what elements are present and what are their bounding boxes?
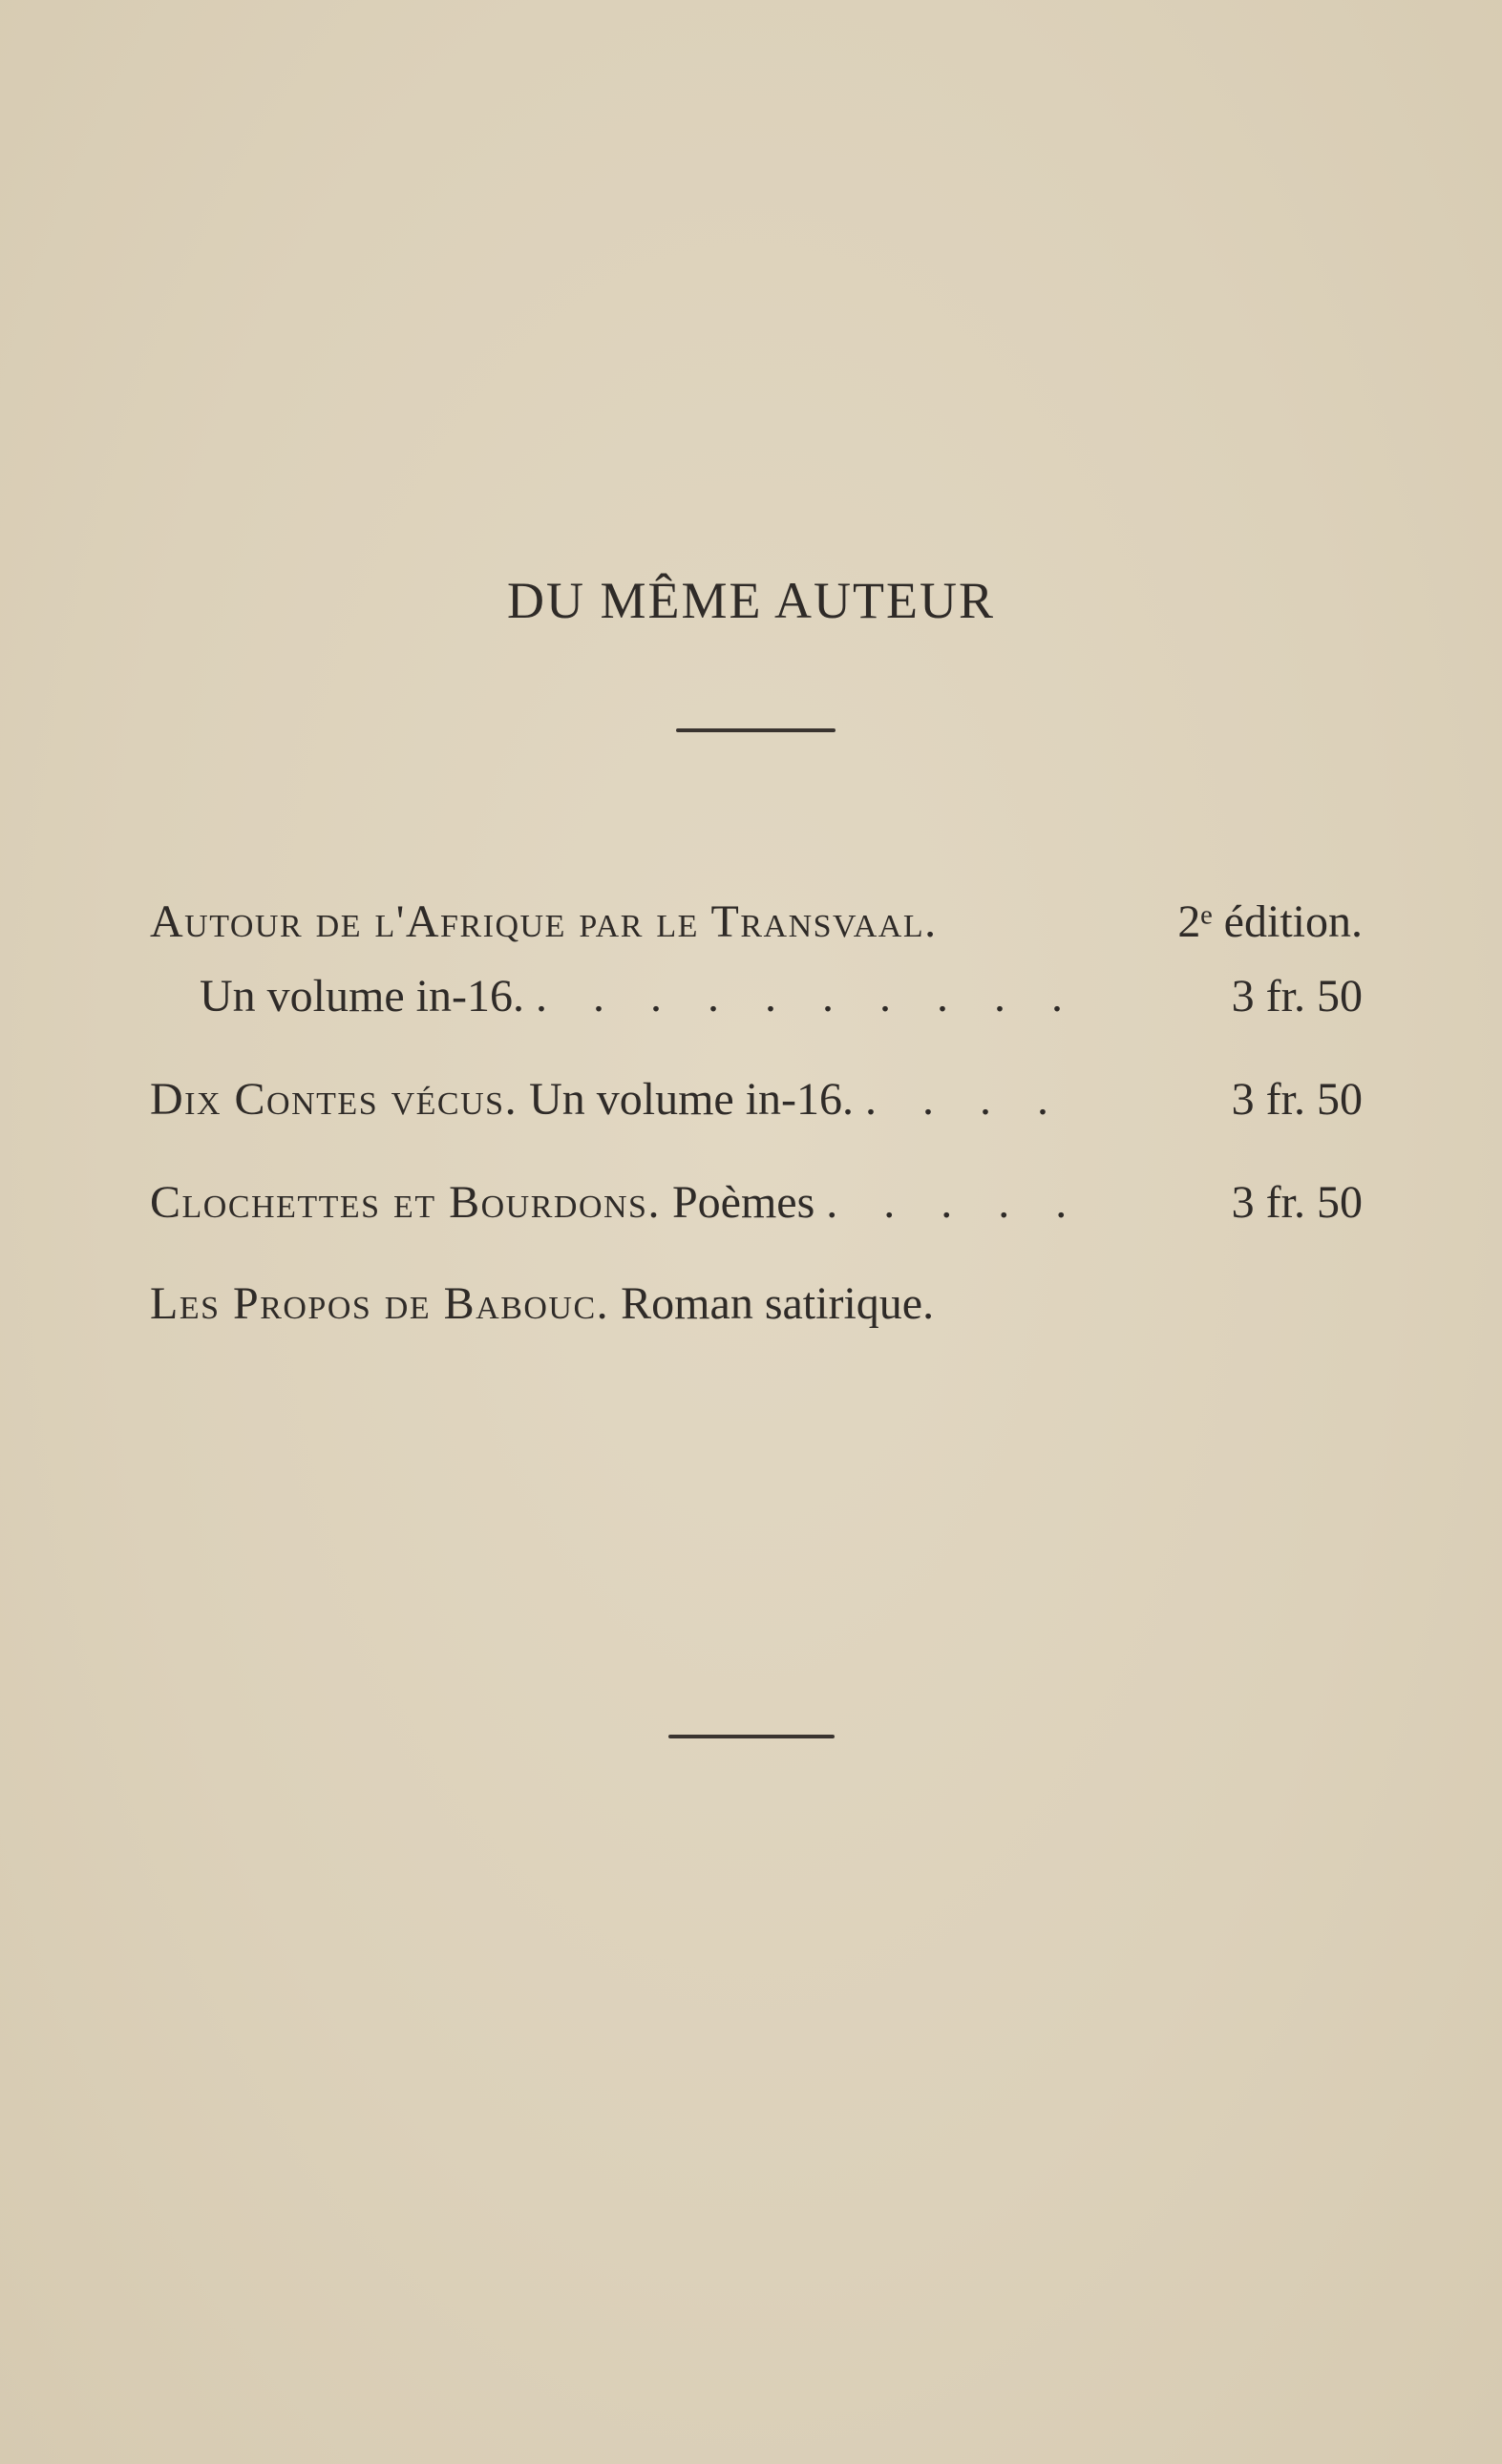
- leader-dots: . . . . . . . . . .: [535, 971, 1080, 1021]
- book-price: 3 fr. 50: [1231, 1074, 1363, 1125]
- book-format: Un volume in-16.: [200, 971, 524, 1021]
- book-genre: Poèmes: [671, 1177, 815, 1228]
- leader-dots: . . . . .: [826, 1177, 1085, 1228]
- top-rule: [676, 728, 836, 732]
- leader-dots: . . . .: [865, 1074, 1067, 1125]
- entry-line: [150, 970, 1363, 1044]
- book-entry-1: [150, 895, 1363, 1044]
- book-title: Clochettes et Bourdons.: [150, 1177, 661, 1228]
- book-format: Un volume in-16.: [529, 1074, 855, 1125]
- entry-line: [150, 1073, 1363, 1148]
- book-entry-3: [150, 1176, 1363, 1251]
- book-entry-2: [150, 1073, 1363, 1148]
- book-entry-4: [150, 1277, 1363, 1352]
- edition-note: 2ᵉ édition.: [1177, 896, 1363, 947]
- book-title: Autour de l'Afrique par le Transvaal.: [150, 896, 938, 947]
- book-title: Les Propos de Babouc.: [150, 1278, 610, 1329]
- entry-line: [150, 1277, 1363, 1352]
- book-price: 3 fr. 50: [1231, 971, 1363, 1021]
- page-heading: DU MÊME AUTEUR: [507, 572, 995, 629]
- book-genre: Roman satirique.: [621, 1278, 935, 1329]
- bottom-rule: [668, 1735, 835, 1738]
- entry-line: [150, 1176, 1363, 1251]
- book-price: 3 fr. 50: [1231, 1177, 1363, 1228]
- book-title: Dix Contes vécus.: [150, 1074, 518, 1125]
- entry-line: [150, 895, 1363, 970]
